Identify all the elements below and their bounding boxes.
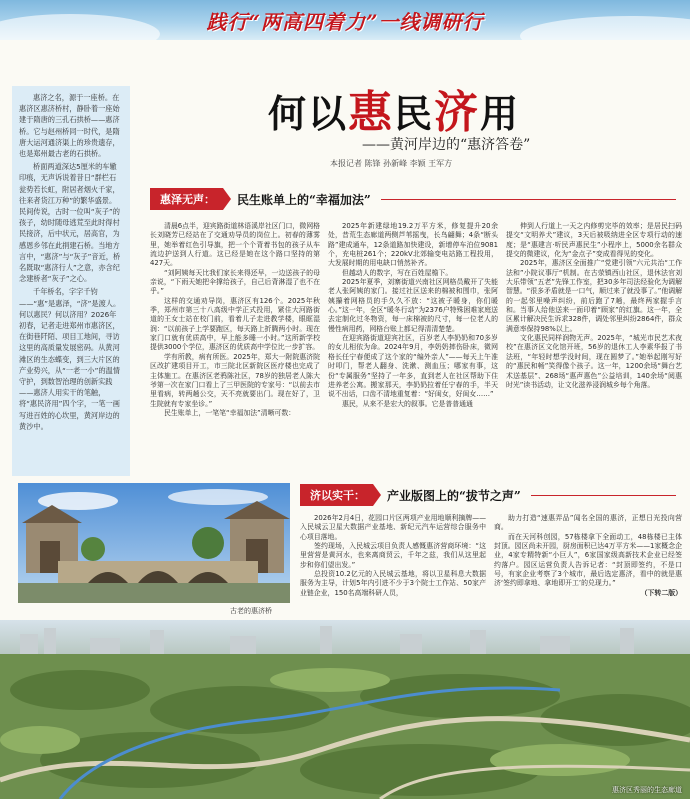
headline-part: 用 (480, 91, 521, 136)
article-paragraph: “刘阿姨每天比我们家长来得还早，一边送孩子的母亲说，“下雨天她把伞撑给孩子，自己后背淋湿了也不在乎。” (150, 268, 320, 296)
byline: 本报记者 陈锋 孙新峰 李颖 王军方 (330, 159, 453, 168)
article-paragraph: 在迎宾路街道迎宾社区，百岁老人李奶奶和70多岁的女儿相依为命。2024年9月，李奶奶摔伤卧床，微网格长任宁春便成了这个家的“编外亲人”——每天上午准时叩门，帮老人翻身、洗漱、测血压；哪家有事，这份“专属服务”坚持了一年多，直到老人在社区帮助下住进养老公寓。搬家那天，李奶奶拉着任宁春的手，半天说不出话，口齿不清地重复着：“好闺女，好闺女……” (328, 334, 498, 399)
article-paragraph: 清晨6点半，迎宾路街道林语溪岸社区门口，微网格长刘晓芳已经站在了交通劝导员的岗位上。初春的薄雾里，她举着红色引导旗，把一个个背着书包的孩子从车流边护送到人行道。这已经是她在这个路口坚持的第427天。 (150, 222, 320, 268)
intro-paragraph: 千年桥名，字字千钧——“惠”是惠泽，“济”是渡人。何以惠民？何以济用？2026年初春，记者走进郑州市惠济区，在街巷阡陌、项目工地间，寻访这里的高质量发展密码。从黄河滩区的生态蝶变，到三大片区的产业势兴，从“一老一小”的温情守护，到数智治理的创新实践——惠济人用实干的笔触，将“惠民济用”四个字，一笔一画写进百姓的心坎里，黄河岸边的黄沙中。 (19, 287, 121, 431)
section-rule (381, 199, 676, 200)
banner-title: 践行“两高四着力”一线调研行 (206, 10, 484, 34)
headline (268, 76, 520, 140)
section-tag: 惠泽无声： (150, 188, 223, 210)
article-paragraph: 2025年新建绿地19.2万平方米，修复提升20余处，昔荒生态廊道两侧芦苇摇曳，长鸟翩舞；4条“断头路”建成通车，12条道路加快建设，新增停车泊位9081个，充电桩261个；220kV北郊输变电站路工程投用，大发展时期的用电缺口悄然补齐。 (328, 222, 498, 268)
article-paragraph: 学有所教，病有所医。2025年，郑大一附院惠济院区改扩建项目开工，市三院北区新院区医疗楼也完成了主体施工。在惠济区老鸦陈社区，78岁的独居老人陈大爷第一次在家门口看上了三甲医院的专家号：“以前去市里看病，转两趟公交，天不亮就要出门。现在好了，卫生院就有专家坐诊。” (150, 352, 320, 408)
article-paragraph: 文化惠民同样润物无声。2025年，“城光市民艺术夜校”在惠济区文化馆开班，56岁的退休工人李素华报了书法班，“年轻时想学没时间，现在圆梦了。”她举起刚写好的“惠民和畅”笑得像个孩子。这一年，1200余场“舞台艺术送基层”、268场“惠声惠色”公益培训，140余场“阅惠时光”读书活动，让文化滋养浸润城乡每个角落。 (506, 334, 682, 389)
article-paragraph: 助力打造“速惠弄品”闻名全国的惠济，正想日光投向营商。 (494, 514, 682, 532)
article-paragraph: 惠民，从来不是宏大的叙事。它是普普通通 (342, 399, 473, 408)
headline-part: 何以 (268, 91, 349, 136)
article-paragraph: 但越动人的数字，写在百姓屋檐下。 (342, 268, 453, 277)
article-paragraph: 2025年夏季，刘寨街道兴南社区网格员戴开了失能老人张阿姨的家门。接过社区送来的棉被和围巾，张阿姨攥着网格员的手久久不放：“这被子暖身，你们暖心。”这一年，全区“暖冬行动”为2376户特殊困难家庭送去定制化过冬物资，每一床棉被的尺寸，每一位老人的慢性病用药，网格台账上都记得清清楚楚。 (328, 278, 498, 333)
bridge-photo-caption: 古老的惠济桥 (230, 607, 272, 615)
headline-hui: 惠 (348, 87, 395, 138)
article-paragraph: 2026年2月4日，花园口片区两项产业用地顺利摘牌——入民城云卫星大数据产业基地、新纪元汽车运营综合服务中心项目落地。 (300, 514, 486, 541)
section-rule (531, 495, 676, 496)
article-column-1 (150, 222, 320, 476)
article-column-3 (506, 222, 682, 476)
page-banner (0, 0, 690, 40)
section-header-2 (300, 484, 682, 506)
section-title: 民生账单上的“幸福加法” (237, 192, 371, 207)
article-paragraph: 民生账单上，一笔笔“幸福加法”清晰可数： (164, 408, 296, 417)
eco-corridor-photo (0, 620, 690, 799)
article-paragraph: 签约现场，入民城云项目负责人感慨惠济营商环境：“这里营营是黄河水，也来离商贸云，千年之兹，我们从这里起步和你们望出发。” (300, 542, 486, 569)
intro-paragraph: 桥面两道深达5厘米的车辙印痕，无声诉说着昔日“群栏石瓮势若长虹，附居者烟火千家，往来者货江万种”的繁华盛景。民间传说，古时一位叫“灰子”的孩子，幼时随母逃荒至此时得村民接济，后中状元，居高官，为感恩乡邻在此捐建石桥。当地方言中，“惠济”与“灰子”音近，桥名既取“惠济行人”之意，亦含纪念建桥者“灰子”之心。 (19, 162, 121, 284)
intro-sidebar (12, 86, 130, 476)
section-title: 产业版图上的“拔节之声” (387, 488, 521, 503)
article-column-5 (494, 514, 682, 618)
section-tag: 济以实干： (300, 484, 373, 506)
article-paragraph: 而在天河科创园，57栋楼拿下全面动工，48栋楼已主体封顶。园区尚未开园，厨房面积已达4万平方米——1家概念企业，4家专精特新“小巨人”，6家国家级高新技术企业已经签约落户。园区运营负责人告诉记者：“封顶即签约，不是口号，有家企业考察了3个城市，最后选定惠济，看中的就是惠济‘签约即拿地、拿地即开工’的兑现力。” (494, 532, 682, 588)
intro-paragraph: 惠济之名，源于一座桥。在惠济区惠济桥村，静卧着一座始建于隋唐的三孔石拱桥——惠济桥。它与赵州桥同一时代，是隋唐大运河通济渠上的珍贵遗存，也是郑州最古老的石拱桥。 (19, 93, 120, 159)
bridge-photo (18, 483, 290, 603)
eco-corridor-caption: 惠济区秀丽的生态廊道 (612, 786, 682, 794)
article-paragraph: 这样的交通劝导岗，惠济区有126个。2025年秋季，郑州市第三十八高级中学正式投用，紧住大河路街道的王女士站在校门前，看着儿子走进教学楼，眼眶湿润：“以前孩子上学要跑区，每天路上折腾两小时。现在家门口就有优质高中，早上能多睡一小时。”这所新学校提供3000个学位，惠济区的优质高中学位比一步扩容。 (150, 296, 320, 352)
headline-part: 民 (394, 91, 435, 136)
section-header-1 (150, 188, 682, 210)
continued-note: （下转二版） (640, 588, 682, 597)
subheadline: ——黄河岸边的“惠济答卷” (362, 137, 531, 153)
article-paragraph: 2025年，惠济区全面推广“党建引领”六元共治“工作法和”小院议事厅“机制。在古荥镇西山社区，退休法官刘大乐带领”五老”先锋工作室，把30多年司法经验化为调解智慧。“很多矛盾就是一口气，顺过来了就没事了。”他调解的一起邻里噪声纠纷，前后跑了7趟，最终两家握手言和。当事人给他送来一面印着“顾家”的红旗。这一年，全区累计解决民生诉求328件，调处邻里纠纷2864件，群众满意率保持98%以上。 (506, 259, 682, 333)
headline-ji: 济 (434, 87, 481, 138)
eco-corridor-illustration (0, 620, 690, 799)
article-paragraph: 总投资10.2亿元的入民城云基地，将以卫星科息大数据服务为主导，计划5年内引进不少于3个院士工作站、50家产业链企业，150名高端科研人员， (300, 570, 486, 597)
article-column-2 (328, 222, 498, 476)
bridge-illustration (18, 483, 290, 603)
article-paragraph: 伸到人行道上一天之内修剪完毕的效率；是居民扫码提交“文明养犬”建议，3天后被吸纳进全区专项行动的速度；是“惠建言·听民声惠民生”小程序上，5000余名群众提交的微建议，化为“金点子”变成看得见的变化。 (506, 222, 682, 259)
article-column-4 (300, 514, 486, 618)
